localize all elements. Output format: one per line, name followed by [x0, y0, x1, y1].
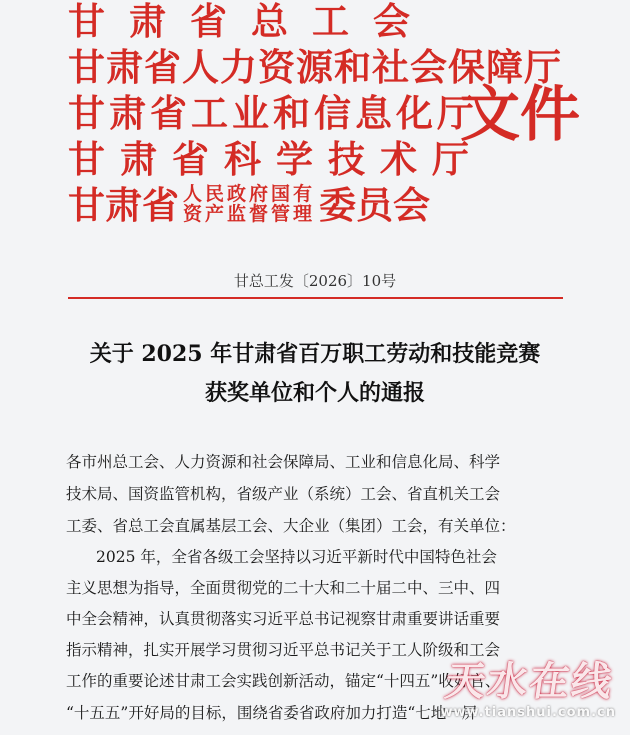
body-line-8: 工作的重要论述甘肃工会实践创新活动，锚定“十四五”收好官、 — [66, 672, 501, 690]
red-divider — [68, 297, 563, 299]
issuer-line-2: 甘肃省人力资源和社会保障厅 — [68, 46, 562, 89]
body-line-2: 技术局、国资监管机构，省级产业（系统）工会、省直机关工会 — [66, 485, 501, 503]
issuer-5-suffix: 委员会 — [319, 184, 431, 227]
body-line-5: 主义思想为指导，全面贯彻党的二十大和二十届二中、三中、四 — [66, 579, 501, 597]
issuer-line-4: 甘肃省科学技术厅 — [68, 138, 484, 181]
document-header — [0, 0, 630, 240]
body-line-1: 各市州总工会、人力资源和社会保障局、工业和信息化局、科学 — [66, 453, 501, 471]
doc-title-line-2: 获奖单位和个人的通报 — [204, 380, 425, 406]
issuer-5-stack-top: 人民政府国有 — [183, 182, 316, 205]
body-line-9: “十五五”开好局的目标，围绕省委省政府加力打造“七地一屏 — [66, 704, 478, 722]
issuer-5-prefix: 甘肃省 — [68, 184, 179, 227]
body-line-7: 指示精神，扎实开展学习贯彻习近平总书记关于工人阶级和工会 — [66, 641, 501, 659]
watermark-url: www.tianshui.com.cn — [440, 705, 616, 720]
body-line-4: 2025 年，全省各级工会坚持以习近平新时代中国特色社会 — [96, 548, 497, 566]
issuer-line-5 — [68, 184, 430, 228]
body-line-3: 工委、省总工会直属基层工会、大企业（集团）工会，有关单位： — [66, 517, 516, 535]
issuer-5-stack-bottom: 资产监督管理 — [183, 202, 316, 225]
doc-number: 甘总工发〔2026〕10号 — [233, 272, 397, 290]
watermark-title: 天水在线 — [442, 659, 617, 705]
body-line-6: 中全会精神，认真贯彻落实习近平总书记视察甘肃重要讲话重要 — [66, 610, 501, 628]
issuer-line-1: 甘肃省总工会 — [68, 0, 434, 43]
issuer-5-stack — [183, 184, 315, 224]
doc-type-label: 文件 — [460, 80, 580, 150]
issuer-line-3: 甘肃省工业和信息化厅 — [68, 92, 478, 135]
doc-title-line-1: 关于 2025 年甘肃省百万职工劳动和技能竞赛 — [89, 341, 541, 367]
